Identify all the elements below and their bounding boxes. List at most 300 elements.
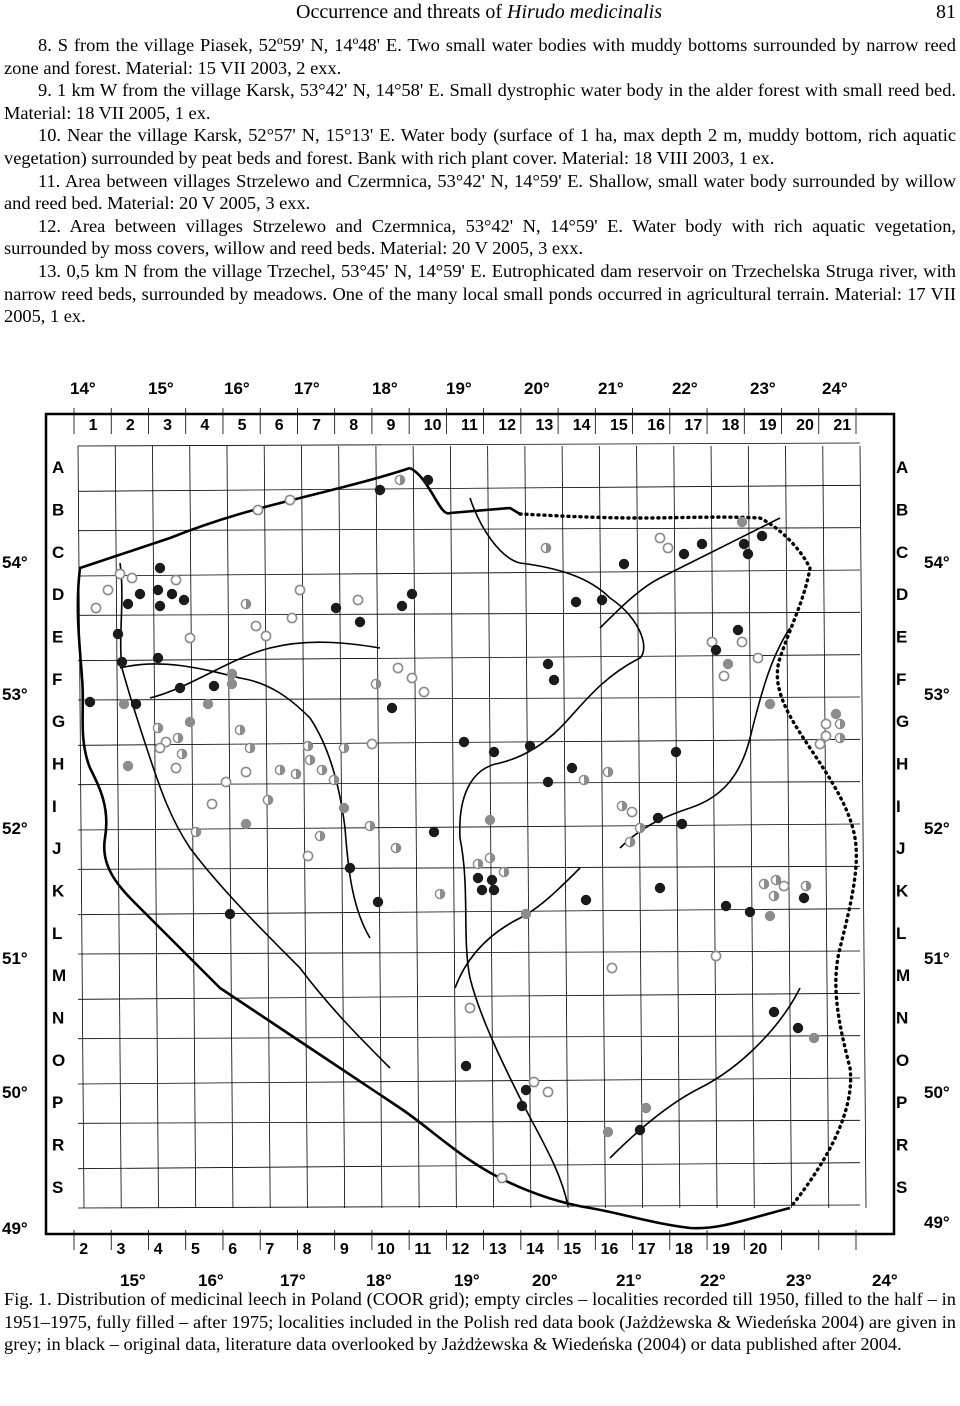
- lon-bottom-21: 21°: [616, 1271, 642, 1290]
- marker-empty: [295, 585, 304, 594]
- marker-filled: [743, 549, 752, 558]
- locality-marker: [91, 603, 100, 612]
- column-label-top: 2: [125, 417, 135, 434]
- locality-marker: [373, 897, 382, 906]
- marker-filled: [429, 827, 438, 836]
- locality-marker: [117, 657, 126, 666]
- marker-filled: [793, 1023, 802, 1032]
- locality-marker: [541, 543, 550, 552]
- marker-filled: [679, 549, 688, 558]
- locality-marker: [353, 595, 362, 604]
- marker-filled: [175, 683, 184, 692]
- marker-empty: [393, 663, 402, 672]
- marker-empty: [367, 739, 376, 748]
- locality-marker: [155, 601, 164, 610]
- marker-filled: [671, 747, 680, 756]
- locality-marker: [769, 1007, 778, 1016]
- locality-marker: [521, 909, 530, 918]
- locality-marker: [315, 831, 324, 840]
- locality-marker: [603, 767, 612, 776]
- marker-filled: [517, 1101, 526, 1110]
- marker-filled: [765, 699, 774, 708]
- column-label-top: 17: [684, 417, 703, 434]
- locality-marker: [331, 603, 340, 612]
- row-label-left: I: [52, 796, 57, 816]
- locality-marker: [497, 1173, 506, 1182]
- lat-left-53: 53°: [2, 685, 28, 704]
- marker-filled: [765, 911, 774, 920]
- locality-marker: [339, 743, 348, 752]
- pilica-river: [455, 868, 580, 988]
- locality-marker: [635, 823, 644, 832]
- locality-marker: [655, 883, 664, 892]
- locality-marker: [723, 659, 732, 668]
- locality-marker: [103, 585, 112, 594]
- marker-filled: [745, 907, 754, 916]
- marker-empty: [261, 631, 270, 640]
- lat-right-53: 53°: [924, 685, 950, 704]
- locality-10: 10. Near the village Karsk, 52°57' N, 15°13' E. Water body (surface of 1 ha, max depth 2 m, muddy bottom, rich aquatic vegetation) surrounded by peat beds and forest. Bank with rich plant cover. Material: 18 VIII 2003, 1 ex.: [4, 125, 956, 168]
- column-label-bottom: 14: [526, 1241, 544, 1258]
- locality-marker: [371, 679, 380, 688]
- marker-filled: [123, 761, 132, 770]
- column-label-bottom: 15: [563, 1241, 582, 1258]
- locality-marker: [733, 625, 742, 634]
- locality-marker: [365, 821, 374, 830]
- locality-marker: [625, 837, 634, 846]
- locality-marker: [345, 863, 354, 872]
- locality-marker: [765, 699, 774, 708]
- locality-marker: [567, 763, 576, 772]
- locality-marker: [241, 599, 250, 608]
- lon-top-24: 24°: [822, 379, 848, 398]
- column-label-bottom: 18: [675, 1241, 693, 1258]
- marker-filled: [737, 517, 746, 526]
- column-label-top: 7: [312, 417, 321, 434]
- marker-empty: [815, 739, 824, 748]
- marker-filled: [477, 885, 486, 894]
- locality-marker: [251, 621, 260, 630]
- locality-marker: [743, 549, 752, 558]
- locality-marker: [765, 911, 774, 920]
- locality-marker: [295, 585, 304, 594]
- locality-marker: [171, 575, 180, 584]
- lon-bottom-19: 19°: [454, 1271, 480, 1290]
- locality-marker: [303, 741, 312, 750]
- grid-line-horizontal: [78, 993, 860, 999]
- marker-filled: [581, 895, 590, 904]
- locality-marker: [177, 749, 186, 758]
- marker-filled: [487, 875, 496, 884]
- lon-top-14: 14°: [70, 379, 96, 398]
- grid-line-horizontal: [78, 655, 860, 661]
- locality-marker: [711, 645, 720, 654]
- poland-border: [78, 468, 790, 1228]
- marker-empty: [821, 719, 830, 728]
- column-label-top: 11: [461, 417, 478, 434]
- locality-marker: [393, 663, 402, 672]
- running-title-species: Hirudo medicinalis: [507, 1, 662, 23]
- row-label-left: O: [52, 1050, 66, 1070]
- grid-line-horizontal: [78, 1036, 860, 1039]
- locality-marker: [85, 697, 94, 706]
- lat-left-50: 50°: [2, 1083, 28, 1102]
- column-label-top: 9: [386, 417, 396, 434]
- marker-empty: [655, 533, 664, 542]
- locality-marker: [167, 589, 176, 598]
- locality-marker: [485, 853, 494, 862]
- column-label-bottom: 8: [302, 1241, 312, 1258]
- locality-marker: [473, 873, 482, 882]
- locality-marker: [155, 563, 164, 572]
- lon-bottom-18: 18°: [366, 1271, 392, 1290]
- marker-filled: [489, 885, 498, 894]
- marker-filled: [373, 897, 382, 906]
- locality-marker: [779, 881, 788, 890]
- marker-filled: [227, 669, 236, 678]
- marker-filled: [489, 747, 498, 756]
- row-label-left: M: [52, 966, 67, 986]
- row-label-left: R: [52, 1135, 65, 1155]
- marker-filled: [603, 1127, 612, 1136]
- column-label-bottom: 13: [488, 1241, 507, 1258]
- locality-marker: [815, 739, 824, 748]
- locality-marker: [113, 629, 122, 638]
- marker-filled: [135, 589, 144, 598]
- locality-marker: [191, 827, 200, 836]
- marker-filled: [153, 585, 162, 594]
- lon-top-15: 15°: [148, 379, 174, 398]
- locality-marker: [697, 539, 706, 548]
- row-label-right: O: [896, 1050, 910, 1070]
- marker-filled: [375, 485, 384, 494]
- locality-marker: [603, 1127, 612, 1136]
- row-label-right: P: [896, 1093, 908, 1113]
- row-label-left: F: [52, 669, 63, 689]
- row-label-right: H: [896, 754, 909, 774]
- marker-filled: [723, 659, 732, 668]
- marker-filled: [543, 659, 552, 668]
- lon-bottom-17: 17°: [280, 1271, 306, 1290]
- row-label-right: D: [896, 585, 909, 605]
- marker-filled: [653, 813, 662, 822]
- row-label-left: J: [52, 839, 62, 859]
- marker-empty: [821, 731, 830, 740]
- marker-empty: [753, 653, 762, 662]
- column-label-top: 5: [237, 417, 247, 434]
- locality-marker: [263, 795, 272, 804]
- column-label-bottom: 10: [377, 1241, 395, 1258]
- locality-marker: [655, 533, 664, 542]
- locality-12: 12. Area between villages Strzelewo and Czermnica, 53°42' N, 14°59' E. Water body with rich aquatic vegetation, surrounded by moss covers, willow and reed beds. Material: 20 V 2005, 3 exx.: [4, 215, 956, 259]
- marker-filled: [423, 475, 432, 484]
- locality-marker: [821, 719, 830, 728]
- lon-top-17: 17°: [294, 379, 320, 398]
- column-label-top: 6: [274, 417, 284, 434]
- locality-marker: [543, 659, 552, 668]
- marker-filled: [525, 741, 534, 750]
- marker-filled: [485, 815, 494, 824]
- lon-bottom-24: 24°: [872, 1271, 898, 1290]
- marker-filled: [387, 703, 396, 712]
- locality-marker: [499, 867, 508, 876]
- marker-filled: [733, 625, 742, 634]
- locality-marker: [487, 875, 496, 884]
- marker-empty: [353, 595, 362, 604]
- column-label-top: 3: [163, 417, 173, 434]
- locality-marker: [653, 813, 662, 822]
- marker-filled: [209, 681, 218, 690]
- locality-marker: [171, 763, 180, 772]
- marker-filled: [597, 595, 606, 604]
- marker-empty: [155, 743, 164, 752]
- locality-marker: [671, 747, 680, 756]
- marker-filled: [461, 1061, 470, 1070]
- locality-marker: [759, 879, 768, 888]
- marker-empty: [103, 585, 112, 594]
- marker-filled: [167, 589, 176, 598]
- locality-marker: [253, 505, 262, 514]
- marker-filled: [619, 559, 628, 568]
- locality-marker: [581, 895, 590, 904]
- locality-marker: [737, 517, 746, 526]
- bug-river: [620, 628, 790, 848]
- grid-line-vertical: [599, 446, 605, 1208]
- locality-marker: [579, 775, 588, 784]
- locality-marker: [461, 1061, 470, 1070]
- lon-top-20: 20°: [524, 379, 550, 398]
- marker-filled: [119, 699, 128, 708]
- locality-8: 8. S from the village Piasek, 52º59' N, 14º48' E. Two small water bodies with muddy bottoms surrounded by narrow reed zone and forest. Material: 15 VII 2003, 2 exx.: [4, 35, 956, 78]
- marker-filled: [543, 777, 552, 786]
- row-label-right: M: [896, 966, 911, 986]
- marker-empty: [779, 881, 788, 890]
- marker-filled: [831, 709, 840, 718]
- lat-left-54: 54°: [2, 553, 28, 572]
- marker-empty: [253, 505, 262, 514]
- locality-marker: [123, 599, 132, 608]
- marker-filled: [203, 699, 212, 708]
- locality-marker: [395, 475, 404, 484]
- lon-top-16: 16°: [224, 379, 250, 398]
- row-label-right: N: [896, 1008, 909, 1028]
- locality-marker: [241, 819, 250, 828]
- row-label-right: R: [896, 1135, 909, 1155]
- locality-marker: [737, 637, 746, 646]
- marker-filled: [331, 603, 340, 612]
- marker-empty: [663, 543, 672, 552]
- column-label-bottom: 9: [339, 1241, 349, 1258]
- locality-marker: [835, 733, 844, 742]
- locality-marker: [173, 733, 182, 742]
- locality-marker: [799, 893, 808, 902]
- locality-13: 13. 0,5 km N from the village Trzechel, 53°45' N, 14°59' E. Eutrophicated dam reservoir on Trzechelska Struga river, with narrow reed beds, surrounded by meadows. One of the many local small ponds occurred in agricultural terrain. Material: 17 VII 2005, 1 ex.: [4, 260, 956, 327]
- marker-empty: [91, 603, 100, 612]
- marker-filled: [809, 1033, 818, 1042]
- column-label-bottom: 5: [190, 1241, 200, 1258]
- row-label-right: I: [896, 796, 901, 816]
- lat-left-49: 49°: [2, 1219, 28, 1238]
- locality-marker: [835, 719, 844, 728]
- marker-filled: [697, 539, 706, 548]
- locality-marker: [793, 1023, 802, 1032]
- column-label-bottom: 12: [451, 1241, 470, 1258]
- row-label-right: K: [896, 881, 909, 901]
- grid-line-vertical: [562, 446, 568, 1208]
- marker-filled: [567, 763, 576, 772]
- locality-marker: [477, 885, 486, 894]
- marker-filled: [571, 597, 580, 606]
- eastern-border-dotted: [520, 514, 856, 1208]
- marker-filled: [655, 883, 664, 892]
- marker-empty: [115, 569, 124, 578]
- row-label-right: F: [896, 669, 907, 689]
- marker-filled: [635, 1125, 644, 1134]
- marker-empty: [711, 951, 720, 960]
- locality-marker: [275, 765, 284, 774]
- locality-marker: [119, 699, 128, 708]
- marker-filled: [155, 563, 164, 572]
- marker-empty: [627, 807, 636, 816]
- lat-right-51: 51°: [924, 949, 950, 968]
- column-label-top: 20: [796, 417, 814, 434]
- locality-marker: [529, 1077, 538, 1086]
- page-number: 81: [936, 1, 956, 23]
- running-title: [296, 0, 662, 24]
- marker-empty: [497, 1173, 506, 1182]
- column-label-top: 10: [423, 417, 442, 434]
- lon-bottom-20: 20°: [532, 1271, 558, 1290]
- marker-empty: [185, 633, 194, 642]
- lon-bottom-15: 15°: [120, 1271, 146, 1290]
- grid-line-vertical: [301, 446, 307, 1208]
- grid-line-vertical: [152, 446, 158, 1208]
- row-label-right: C: [896, 542, 909, 562]
- row-label-left: B: [52, 500, 65, 520]
- oder-river: [120, 563, 390, 1068]
- locality-marker: [185, 717, 194, 726]
- row-label-left: S: [52, 1177, 64, 1197]
- grid-line-horizontal: [78, 697, 860, 700]
- locality-marker: [209, 681, 218, 690]
- locality-marker: [339, 803, 348, 812]
- locality-marker: [549, 675, 558, 684]
- row-label-right: G: [896, 712, 910, 732]
- lon-top-19: 19°: [446, 379, 472, 398]
- locality-9: 9. 1 km W from the village Karsk, 53°42' N, 14°58' E. Small dystrophic water body in the alder forest with small reed bed. Material: 18 VII 2005, 1 ex.: [4, 80, 956, 123]
- marker-empty: [285, 495, 294, 504]
- marker-filled: [117, 657, 126, 666]
- grid-line-horizontal: [78, 570, 860, 576]
- row-label-left: K: [52, 881, 65, 901]
- marker-empty: [241, 767, 250, 776]
- distribution-map: [0, 368, 960, 1290]
- map-svg: [0, 368, 960, 1290]
- lat-left-51: 51°: [2, 949, 28, 968]
- locality-marker: [419, 687, 428, 696]
- locality-marker: [155, 743, 164, 752]
- locality-marker: [227, 679, 236, 688]
- locality-marker: [641, 1103, 650, 1112]
- locality-marker: [235, 725, 244, 734]
- locality-marker: [473, 859, 482, 868]
- column-label-bottom: 19: [712, 1241, 731, 1258]
- marker-filled: [225, 909, 234, 918]
- vistula-river: [460, 498, 644, 1206]
- locality-marker: [607, 963, 616, 972]
- grid-line-horizontal: [78, 951, 860, 954]
- marker-empty: [207, 799, 216, 808]
- marker-filled: [123, 599, 132, 608]
- lon-top-21: 21°: [598, 379, 624, 398]
- marker-empty: [127, 573, 136, 582]
- locality-marker: [407, 673, 416, 682]
- running-title-prefix: Occurrence and threats of: [296, 1, 507, 23]
- column-label-bottom: 20: [749, 1241, 768, 1258]
- marker-empty: [171, 575, 180, 584]
- row-label-left: A: [52, 458, 65, 478]
- locality-marker: [663, 543, 672, 552]
- marker-empty: [543, 1087, 552, 1096]
- column-label-bottom: 11: [414, 1241, 432, 1258]
- locality-marker: [485, 815, 494, 824]
- locality-marker: [175, 683, 184, 692]
- locality-marker: [245, 743, 254, 752]
- column-label-top: 8: [349, 417, 359, 434]
- marker-empty: [221, 777, 230, 786]
- marker-empty: [303, 851, 312, 860]
- column-label-top: 18: [721, 417, 740, 434]
- marker-filled: [407, 589, 416, 598]
- locality-marker: [221, 777, 230, 786]
- column-label-top: 4: [200, 417, 210, 434]
- lat-right-52: 52°: [924, 819, 950, 838]
- marker-filled: [799, 893, 808, 902]
- locality-marker: [185, 633, 194, 642]
- locality-markers: [85, 475, 844, 1182]
- rivers: [120, 498, 800, 1206]
- locality-marker: [115, 569, 124, 578]
- locality-marker: [711, 951, 720, 960]
- grid-line-vertical: [78, 446, 84, 1208]
- lat-left-52: 52°: [2, 819, 28, 838]
- row-label-left: E: [52, 627, 64, 647]
- marker-empty: [465, 1003, 474, 1012]
- column-label-top: 12: [498, 417, 517, 434]
- column-label-bottom: 4: [153, 1241, 163, 1258]
- locality-marker: [287, 613, 296, 622]
- marker-empty: [529, 1077, 538, 1086]
- locality-marker: [757, 531, 766, 540]
- lon-bottom-16: 16°: [198, 1271, 224, 1290]
- locality-marker: [291, 769, 300, 778]
- figure-caption: Fig. 1. Distribution of medicinal leech in Poland (COOR grid); empty circles – localities recorded till 1950, filled to the half – in 1951–1975, fully filled – after 1975; localities included in the Polish red data book (Jażdżewska & Wiedeńska 2004) are given in grey; in black – original data, literature data overlooked by Jażdżewska & Wiedeńska (2004) or data published after 2004.: [4, 1289, 956, 1355]
- column-label-bottom: 2: [79, 1241, 89, 1258]
- lon-bottom-22: 22°: [700, 1271, 726, 1290]
- grid-line-horizontal: [78, 612, 860, 615]
- locality-marker: [329, 775, 338, 784]
- locality-marker: [303, 851, 312, 860]
- row-label-right: A: [896, 458, 909, 478]
- locality-marker: [739, 539, 748, 548]
- lon-top-18: 18°: [372, 379, 398, 398]
- locality-marker: [153, 653, 162, 662]
- locality-marker: [769, 891, 778, 900]
- locality-marker: [127, 573, 136, 582]
- row-label-left: D: [52, 585, 65, 605]
- marker-filled: [459, 737, 468, 746]
- grid-line-vertical: [227, 446, 233, 1208]
